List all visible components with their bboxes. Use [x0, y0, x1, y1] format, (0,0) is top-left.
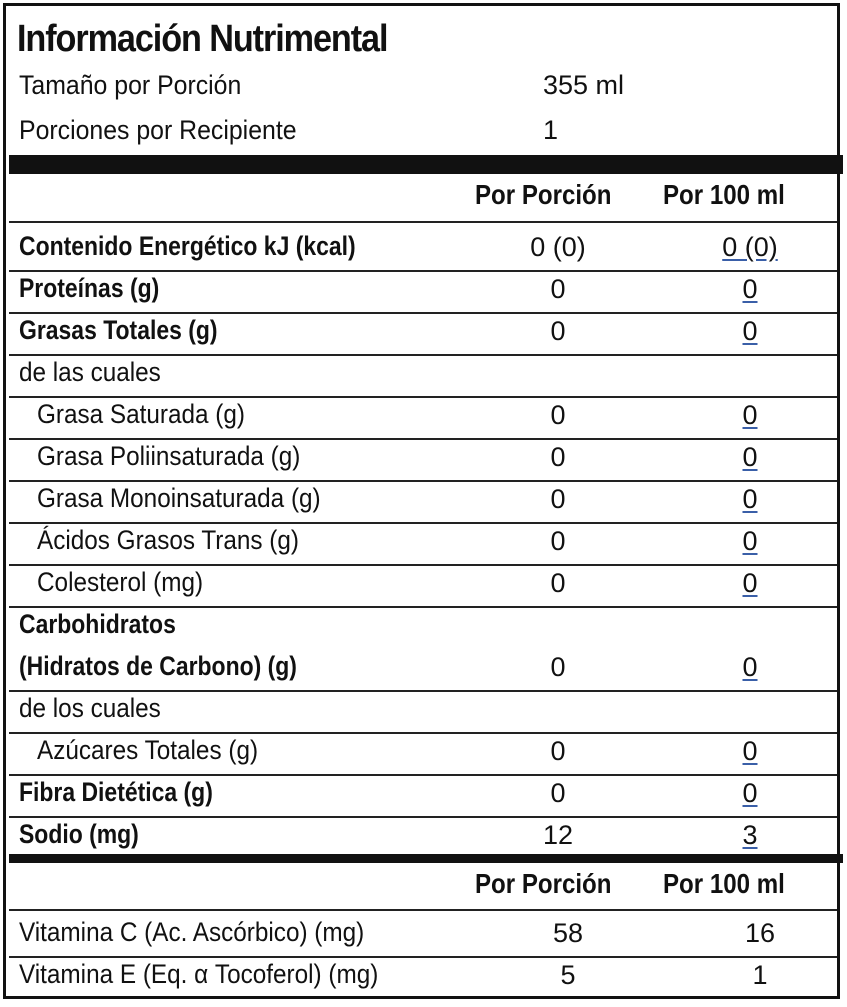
nutrient-per-100ml-cell [705, 736, 795, 767]
nutrient-per-serving: 0 [550, 274, 566, 304]
nutrient-per-100ml: 0 [742, 484, 758, 514]
nutrient-label: Grasas Totales (g) [19, 315, 218, 345]
nutrient-per-100ml-cell [705, 400, 795, 431]
nutrient-per-serving: 0 [550, 736, 566, 766]
nutrient-row [9, 648, 837, 692]
nutrient-row [9, 606, 837, 648]
nutrient-per-serving: 0 [550, 778, 566, 808]
serving-size-label: Tamaño por Porción [19, 70, 242, 100]
nutrient-label: Contenido Energético kJ (kcal) [19, 231, 356, 261]
nutrient-per-serving: 0 [550, 568, 566, 598]
serving-size-value: 355 ml [543, 70, 625, 100]
vitamin-per-serving: 5 [560, 960, 576, 990]
nutrient-label: Carbohidratos [19, 609, 176, 639]
nutrient-row [9, 522, 837, 566]
vitamin-per-100ml: 1 [752, 960, 768, 990]
nutrient-row [9, 774, 837, 818]
vitamin-label: Vitamina C (Ac. Ascórbico) (mg) [19, 917, 365, 947]
nutrition-facts-panel [3, 3, 840, 999]
nutrient-per-100ml-cell [705, 484, 795, 515]
nutrient-row [9, 270, 837, 314]
nutrient-label: Grasa Poliinsaturada (g) [37, 441, 301, 471]
nutrient-per-100ml-cell [705, 232, 795, 263]
header-divider [9, 221, 837, 223]
nutrient-per-100ml-cell [705, 778, 795, 809]
nutrient-per-100ml: 0 [742, 652, 758, 682]
column-header-per-serving: Por Porción [475, 179, 612, 210]
vitamin-per-100ml: 16 [744, 918, 776, 948]
nutrient-label: Fibra Dietética (g) [19, 777, 213, 807]
nutrient-per-100ml-cell [705, 568, 795, 599]
nutrient-per-serving: 0 [550, 484, 566, 514]
label-title: Información Nutrimental [17, 18, 388, 60]
nutrient-row [9, 732, 837, 776]
nutrient-row [9, 228, 837, 272]
vitamins-header-per-serving: Por Porción [475, 868, 612, 899]
thick-divider-top [9, 155, 843, 174]
nutrient-row [9, 690, 837, 734]
vitamin-per-serving: 58 [552, 918, 584, 948]
nutrient-per-100ml: 0 [742, 316, 758, 346]
nutrient-row [9, 438, 837, 482]
nutrient-per-100ml-cell [705, 316, 795, 347]
nutrient-per-100ml: 0 [742, 778, 758, 808]
nutrient-per-100ml: 0 [742, 442, 758, 472]
servings-per-container-value: 1 [543, 115, 559, 145]
nutrient-label: Grasa Monoinsaturada (g) [37, 483, 321, 513]
nutrient-row [9, 480, 837, 524]
nutrient-row [9, 354, 837, 398]
nutrient-per-100ml-cell [705, 652, 795, 683]
nutrient-label: Ácidos Grasos Trans (g) [37, 525, 299, 555]
nutrient-per-100ml-cell [705, 274, 795, 305]
nutrient-per-serving: 0 [550, 652, 566, 682]
column-header-per-100ml: Por 100 ml [663, 179, 785, 210]
vitamin-label: Vitamina E (Eq. α Tocoferol) (mg) [19, 959, 379, 989]
nutrient-row [9, 816, 837, 858]
nutrient-per-serving: 0 [550, 526, 566, 556]
vitamin-row [9, 914, 837, 958]
nutrient-per-100ml: 0 (0) [722, 232, 778, 262]
nutrient-per-100ml: 0 [742, 400, 758, 430]
nutrient-label: Proteínas (g) [19, 273, 160, 303]
nutrient-label: de las cuales [19, 357, 161, 387]
nutrient-label: Grasa Saturada (g) [37, 399, 245, 429]
vitamins-header-divider [9, 909, 837, 911]
nutrient-row [9, 396, 837, 440]
nutrient-label: (Hidratos de Carbono) (g) [19, 651, 297, 681]
nutrient-label: de los cuales [19, 693, 161, 723]
nutrient-row [9, 312, 837, 356]
nutrient-per-100ml: 0 [742, 568, 758, 598]
vitamin-row [9, 956, 837, 998]
nutrient-label: Colesterol (mg) [37, 567, 204, 597]
nutrient-per-100ml-cell [705, 442, 795, 473]
nutrient-per-serving: 0 [550, 316, 566, 346]
nutrient-per-100ml-cell [705, 526, 795, 557]
vitamins-header-per-100ml: Por 100 ml [663, 868, 785, 899]
nutrient-per-serving: 0 [550, 400, 566, 430]
nutrient-per-100ml: 0 [742, 274, 758, 304]
nutrient-per-serving: 12 [542, 820, 574, 850]
nutrient-per-serving: 0 [550, 442, 566, 472]
nutrient-per-100ml: 0 [742, 736, 758, 766]
nutrient-label: Sodio (mg) [19, 819, 139, 849]
nutrient-label: Azúcares Totales (g) [37, 735, 259, 765]
nutrient-per-100ml-cell [705, 820, 795, 851]
nutrient-per-100ml: 3 [742, 820, 758, 850]
servings-per-container-label: Porciones por Recipiente [19, 115, 297, 145]
nutrient-per-100ml: 0 [742, 526, 758, 556]
thick-divider-bottom [9, 854, 843, 863]
nutrient-per-serving: 0 (0) [530, 232, 586, 262]
nutrient-row [9, 564, 837, 608]
